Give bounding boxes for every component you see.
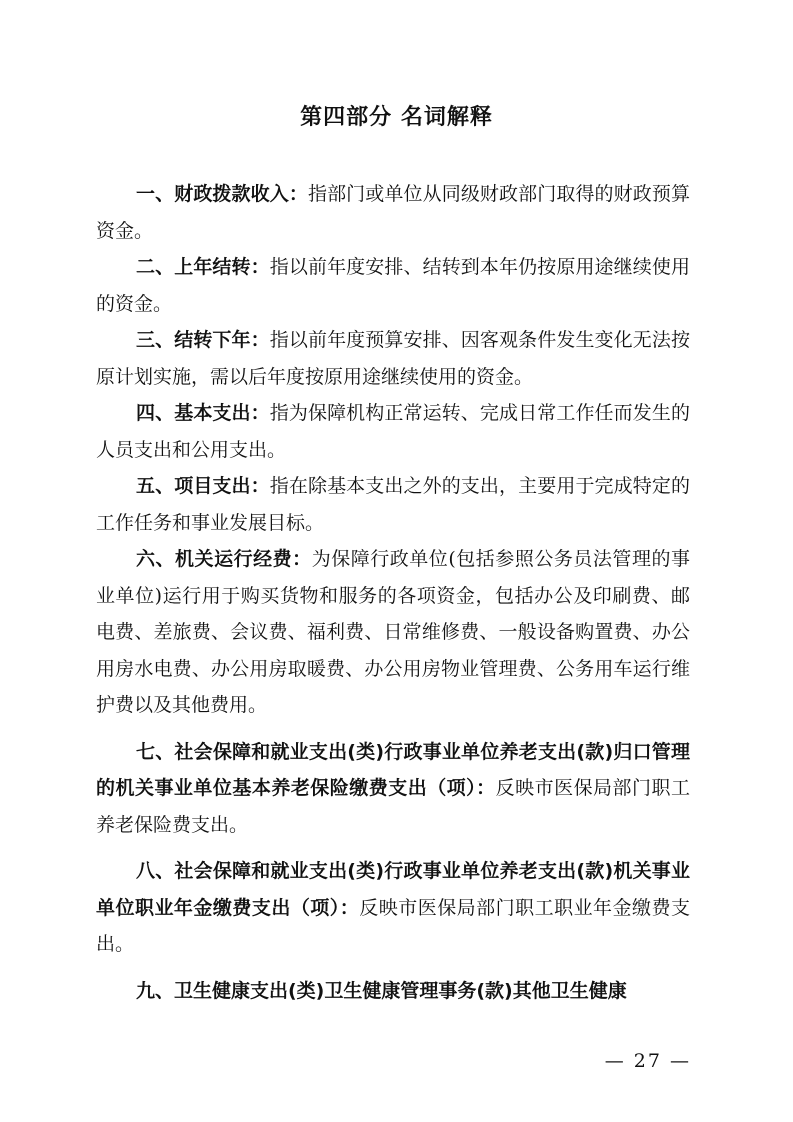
- term-label: 八、社会保障和就业支出(类)行政事业单位养老支出(款)机关事业单位职业年金缴费支出（项）：: [96, 860, 690, 919]
- paragraph-9: [96, 973, 690, 1010]
- paragraph-1: [96, 176, 690, 249]
- paragraph-6: [96, 541, 690, 724]
- page-title: 第四部分 名词解释: [300, 104, 493, 130]
- term-label: 七、社会保障和就业支出(类)行政事业单位养老支出(款)归口管理的机关事业单位基本养老保险缴费支出（项）：: [96, 740, 690, 799]
- document-body: [96, 176, 690, 1009]
- term-label: 九、卫生健康支出(类)卫生健康管理事务(款)其他卫生健康: [136, 979, 627, 1002]
- paragraph-5: [96, 468, 690, 541]
- term-definition: 指为保障机构正常运转、完成日常工作任而发生的人员支出和公用支出。: [96, 402, 690, 461]
- term-label: 五、项目支出：: [136, 475, 270, 497]
- paragraph-4: [96, 395, 690, 468]
- paragraph-2: [96, 249, 690, 322]
- term-definition: 指部门或单位从同级财政部门取得的财政预算资金。: [96, 183, 690, 242]
- term-label: 一、财政拨款收入：: [136, 183, 308, 205]
- term-label: 二、上年结转：: [136, 256, 270, 278]
- term-label: 六、机关运行经费：: [136, 548, 312, 570]
- term-definition: 为保障行政单位(包括参照公务员法管理的事业单位)运行用于购买货物和服务的各项资金，包括办公及印刷费、邮电费、差旅费、会议费、福利费、日常维修费、一般设备购置费、办公用房水电费、办公用房取暖费、办公用房物业管理费、公务用车运行维护费以及其他费用。: [96, 548, 690, 716]
- term-label: 三、结转下年：: [136, 329, 270, 351]
- term-definition: 反映市医保局部门职工养老保险费支出。: [96, 777, 690, 836]
- paragraph-3: [96, 322, 690, 395]
- page-number: — 27 —: [604, 1050, 691, 1072]
- term-definition: 指以前年度安排、结转到本年仍按原用途继续使用的资金。: [96, 256, 690, 315]
- paragraph-7: [96, 734, 690, 844]
- paragraph-8: [96, 853, 690, 963]
- term-definition: 反映市医保局部门职工职业年金缴费支出。: [96, 896, 690, 955]
- term-definition: 指在除基本支出之外的支出，主要用于完成特定的工作任务和事业发展目标。: [96, 475, 690, 534]
- term-definition: 指以前年度预算安排、因客观条件发生变化无法按原计划实施，需以后年度按原用途继续使用的资金。: [96, 329, 690, 388]
- term-label: 四、基本支出：: [136, 402, 270, 424]
